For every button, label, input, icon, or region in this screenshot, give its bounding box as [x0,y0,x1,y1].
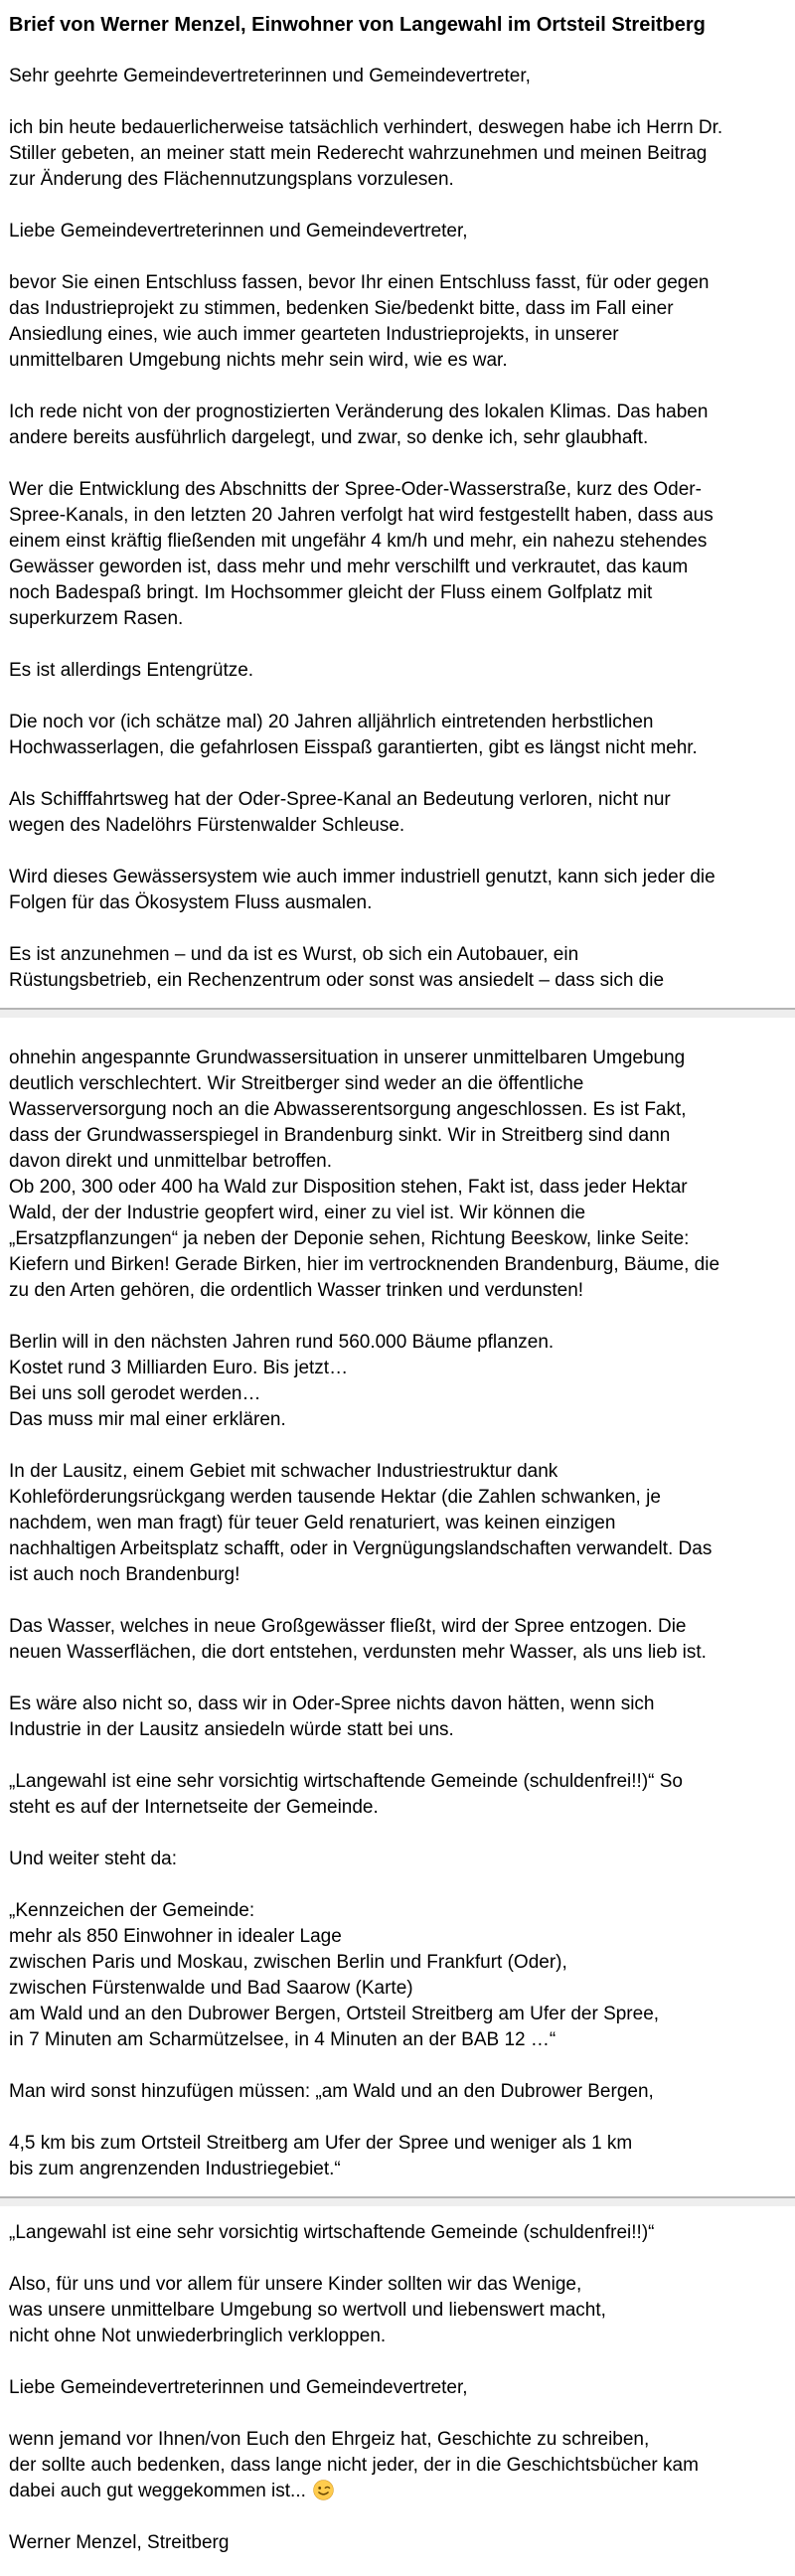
text-line: Sehr geehrte Gemeindevertreterinnen und Gemeindevertreter, [9,66,531,86]
text-line: Kostet rund 3 Milliarden Euro. Bis jetzt… [9,1358,349,1378]
text-line: deutlich verschlechtert. Wir Streitberger sind weder an die öffentliche [9,1073,584,1094]
text-line: Wald, der der Industrie geopfert wird, einer zu viel ist. Wir können die [9,1203,586,1223]
text-line: „Ersatzpflanzungen“ ja neben der Deponie sehen, Richtung Beeskow, linke Seite: [9,1228,690,1249]
text-line: Liebe Gemeindevertreterinnen und Gemeindevertreter, [9,221,468,242]
text-line: Liebe Gemeindevertreterinnen und Gemeindevertreter, [9,2377,468,2398]
text-line: superkurzem Rasen. [9,608,184,629]
text-line [9,451,767,477]
text-line: nicht ohne Not unwiederbringlich verkloppen. [9,2326,387,2346]
text-line [9,1304,767,1330]
text-line: der sollte auch bedenken, dass lange nicht jeder, der in die Geschichtsbücher kam [9,2455,699,2476]
text-line: bevor Sie einen Entschluss fassen, bevor Ihr einen Entschluss fasst, für oder gegen [9,272,710,293]
text-line: Ob 200, 300 oder 400 ha Wald zur Disposition stehen, Fakt ist, dass jeder Hektar [9,1177,688,1198]
text-line [9,2105,767,2131]
text-line: Rüstungsbetrieb, ein Rechenzentrum oder sonst was ansiedelt – dass sich die [9,970,665,991]
text-line: Man wird sonst hinzufügen müssen: „am Wald und an den Dubrower Bergen, [9,2081,654,2102]
text-line: Und weiter steht da: [9,1849,177,1869]
text-line [9,2349,767,2375]
text-line: dabei auch gut weggekommen ist... [9,2479,767,2504]
text-line: ich bin heute bedauerlicherweise tatsächlich verhindert, deswegen habe ich Herrn Dr. [9,117,723,138]
text-line: Es wäre also nicht so, dass wir in Oder-Spree nichts davon hätten, wenn sich [9,1693,655,1714]
text-line: wenn jemand vor Ihnen/von Euch den Ehrgeiz hat, Geschichte zu schreiben, [9,2429,650,2450]
text-line [9,1821,767,1847]
text-line: Ich rede nicht von der prognostizierten Veränderung des lokalen Klimas. Das haben [9,402,709,422]
letter-section-2 [9,1046,767,2182]
text-line: zu den Arten gehören, die ordentlich Wasser trinken und verdunsten! [9,1280,584,1301]
text-line: Gewässer geworden ist, dass mehr und mehr verschilft und verkrautet, das kaum [9,557,689,577]
text-line: in 7 Minuten am Scharmützelsee, in 4 Minuten an der BAB 12 …“ [9,2029,556,2050]
text-line: das Industrieprojekt zu stimmen, bedenken Sie/bedenkt bitte, dass im Fall einer [9,298,674,319]
text-line: was unsere unmittelbare Umgebung so wertvoll und liebenswert macht, [9,2300,606,2321]
text-line [9,2401,767,2427]
text-line: Kiefern und Birken! Gerade Birken, hier im vertrocknenden Brandenburg, Bäume, die [9,1254,720,1275]
text-line [9,193,767,219]
text-line: Stiller gebeten, an meiner statt mein Rederecht wahrzunehmen und meinen Beitrag [9,143,708,164]
text-line: nachhaltigen Arbeitsplatz schafft, oder in Vergnügungslandschaften verwandelt. Das [9,1538,713,1559]
text-line: Berlin will in den nächsten Jahren rund 560.000 Bäume pflanzen. [9,1332,555,1353]
text-line [9,839,767,865]
text-line: unmittelbaren Umgebung nichts mehr sein wird, wie es war. [9,350,508,371]
section-divider-2 [0,2196,795,2206]
text-line [9,2246,767,2272]
text-line: bis zum angrenzenden Industriegebiet.“ [9,2159,341,2179]
text-line: Hochwasserlagen, die gefahrlosen Eisspaß garantierten, gibt es längst nicht mehr. [9,737,698,758]
text-line: am Wald und an den Dubrower Bergen, Ortsteil Streitberg am Ufer der Spree, [9,2004,660,2024]
text-line: 4,5 km bis zum Ortsteil Streitberg am Ufer der Spree und weniger als 1 km [9,2133,633,2154]
text-line: ist auch noch Brandenburg! [9,1564,240,1585]
text-line: Wird dieses Gewässersystem wie auch immer industriell genutzt, kann sich jeder die [9,867,716,887]
text-line: steht es auf der Internetseite der Gemeinde. [9,1797,379,1818]
text-line: davon direkt und unmittelbar betroffen. [9,1151,332,1172]
text-line: Als Schifffahrtsweg hat der Oder-Spree-Kanal an Bedeutung verloren, nicht nur [9,789,671,810]
text-line [9,89,767,115]
text-line: Werner Menzel, Streitberg [9,2532,230,2553]
text-line: Bei uns soll gerodet werden… [9,1383,261,1404]
text-line: zwischen Paris und Moskau, zwischen Berlin und Frankfurt (Oder), [9,1952,567,1973]
text-line: noch Badespaß bringt. Im Hochsommer gleicht der Fluss einem Golfplatz mit [9,582,653,603]
text-line: Kohleförderungsrückgang werden tausende Hektar (die Zahlen schwanken, je [9,1487,661,1508]
letter-section-3 [9,2220,767,2556]
text-line: In der Lausitz, einem Gebiet mit schwacher Industriestruktur dank [9,1461,558,1482]
text-line: Das Wasser, welches in neue Großgewässer fließt, wird der Spree entzogen. Die [9,1616,687,1637]
text-line: zur Änderung des Flächennutzungsplans vorzulesen. [9,169,454,190]
text-line: Wer die Entwicklung des Abschnitts der Spree-Oder-Wasserstraße, kurz des Oder- [9,479,702,500]
letter-title: Brief von Werner Menzel, Einwohner von Langewahl im Ortsteil Streitberg [9,14,706,36]
text-line: Also, für uns und vor allem für unsere Kinder sollten wir das Wenige, [9,2274,582,2295]
text-line: „Kennzeichen der Gemeinde: [9,1900,255,1921]
text-line [9,632,767,658]
text-line: einem einst kräftig fließenden mit ungefähr 4 km/h und mehr, ein nahezu stehendes [9,531,708,552]
text-line: Wasserversorgung noch an die Abwasserentsorgung angeschlossen. Es ist Fakt, [9,1099,687,1120]
text-line: Es ist anzunehmen – und da ist es Wurst, ob sich ein Autobauer, ein [9,944,579,965]
text-line: Ansiedlung eines, wie auch immer gearteten Industrieprojekts, in unserer [9,324,619,345]
text-line [9,244,767,270]
text-line: wegen des Nadelöhrs Fürstenwalder Schleuse. [9,815,405,836]
text-line [9,1872,767,1898]
text-line [9,761,767,787]
text-line: Industrie in der Lausitz ansiedeln würde statt bei uns. [9,1719,454,1740]
text-line: zwischen Fürstenwalde und Bad Saarow (Karte) [9,1978,413,1999]
text-line: andere bereits ausführlich dargelegt, und zwar, so denke ich, sehr glaubhaft. [9,427,649,448]
text-line [9,2053,767,2079]
text-line: „Langewahl ist eine sehr vorsichtig wirtschaftende Gemeinde (schuldenfrei!!)“ [9,2222,655,2243]
text-line [9,1588,767,1614]
text-line: mehr als 850 Einwohner in idealer Lage [9,1926,342,1947]
text-line [9,374,767,400]
section-divider-1 [0,1008,795,1018]
text-line [9,38,767,64]
text-line: Spree-Kanals, in den letzten 20 Jahren verfolgt hat wird festgestellt haben, dass aus [9,505,714,526]
text-line [9,684,767,710]
text-line: neuen Wasserflächen, die dort entstehen, verdunsten mehr Wasser, als uns lieb ist. [9,1642,707,1663]
winking-face-emoji [313,2480,334,2500]
letter-section-1 [9,38,767,994]
text-line: Die noch vor (ich schätze mal) 20 Jahren alljährlich eintretenden herbstlichen [9,712,654,732]
text-line: dass der Grundwasserspiegel in Brandenburg sinkt. Wir in Streitberg sind dann [9,1125,671,1146]
text-line: „Langewahl ist eine sehr vorsichtig wirtschaftende Gemeinde (schuldenfrei!!)“ So [9,1771,683,1792]
text-line [9,2504,767,2530]
text-line: Das muss mir mal einer erklären. [9,1409,286,1430]
text-line: Folgen für das Ökosystem Fluss ausmalen. [9,892,373,913]
text-line [9,1433,767,1459]
text-line: ohnehin angespannte Grundwassersituation in unserer unmittelbaren Umgebung [9,1047,686,1068]
text-line [9,1666,767,1691]
text-line: Es ist allerdings Entengrütze. [9,660,254,681]
text-line [9,916,767,942]
text-line [9,1743,767,1769]
text-line: nachdem, wen man fragt) für teuer Geld renaturiert, was keinen einzigen [9,1513,616,1533]
